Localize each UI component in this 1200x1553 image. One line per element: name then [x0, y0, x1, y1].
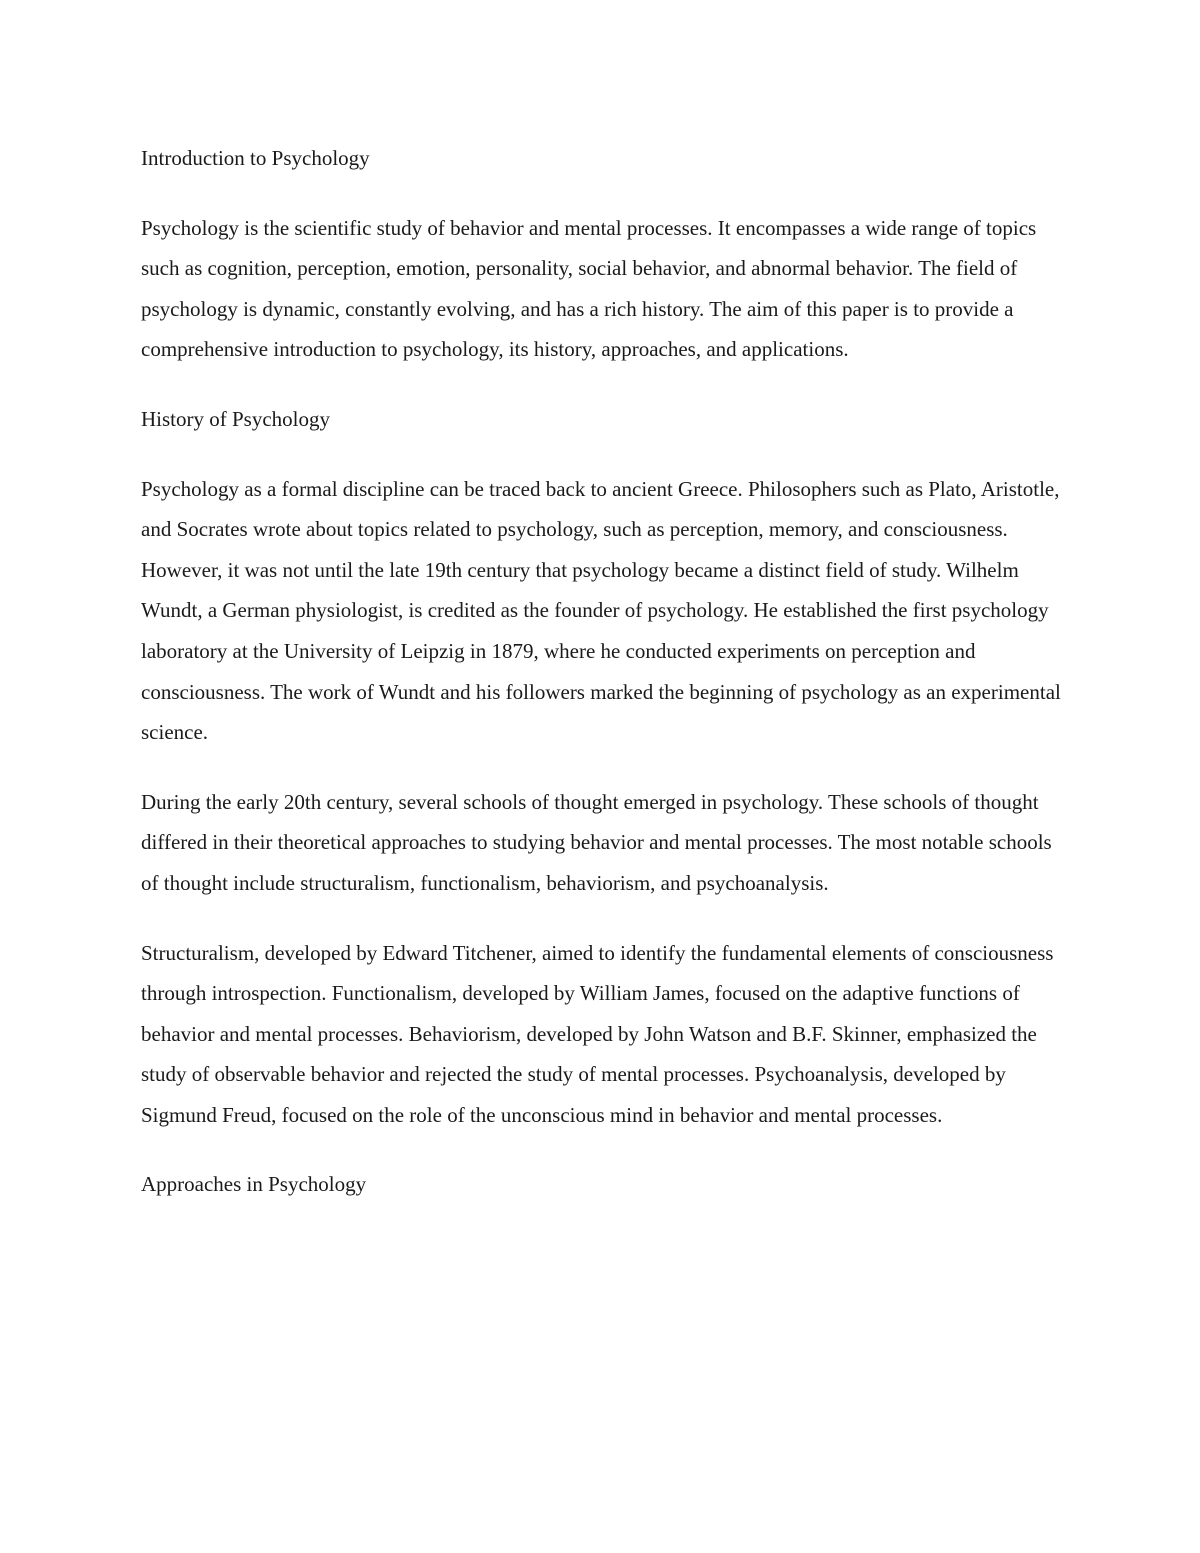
paragraph-history-schools-detail: Structuralism, developed by Edward Titchener, aimed to identify the fundamental elements of consciousness through introspection. Functionalism, developed by William James, focused on the adaptive functions of behavior and mental processes. Behaviorism, developed by John Watson and B.F. Skinner, emphasized the study of observable behavior and rejected the study of mental processes. Psychoanalysis, developed by Sigmund Freud, focused on the role of the unconscious mind in behavior and mental processes. [141, 940, 1054, 1127]
document-body [141, 138, 1071, 1205]
section-heading-introduction: Introduction to Psychology [141, 146, 370, 170]
section-heading-history: History of Psychology [141, 406, 330, 431]
section-heading-approaches: Approaches in Psychology [141, 1172, 367, 1197]
paragraph-introduction: Psychology is the scientific study of behavior and mental processes. It encompasses a wide range of topics such as cognition, perception, emotion, personality, social behavior, and abnormal behavior. The field of psychology is dynamic, constantly evolving, and has a rich history. The aim of this paper is to provide a comprehensive introduction to psychology, its history, approaches, and applications. [141, 215, 1037, 362]
paragraph-history-schools: During the early 20th century, several schools of thought emerged in psychology. These schools of thought differed in their theoretical approaches to studying behavior and mental processes. The most notable schools of thought include structuralism, functionalism, behaviorism, and psychoanalysis. [141, 789, 1052, 895]
paragraph-history-origins: Psychology as a formal discipline can be traced back to ancient Greece. Philosophers such as Plato, Aristotle, and Socrates wrote about topics related to psychology, such as perception, memory, and consciousness. However, it was not until the late 19th century that psychology became a distinct field of study. Wilhelm Wundt, a German physiologist, is credited as the founder of psychology. He established the first psychology laboratory at the University of Leipzig in 1879, where he conducted experiments on perception and consciousness. The work of Wundt and his followers marked the beginning of psychology as an experimental science. [141, 476, 1061, 745]
